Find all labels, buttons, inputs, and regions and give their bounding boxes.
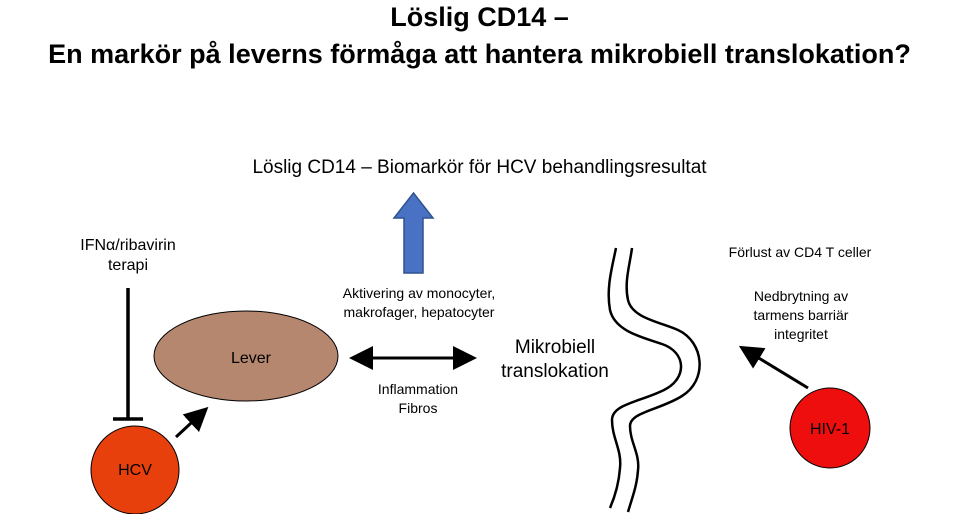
diagram-subtitle: Löslig CD14 – Biomarkör för HCV behandlingsresultat <box>252 157 707 178</box>
ifn-therapy-label: IFNα/ribavirin terapi <box>80 237 176 274</box>
hcv-to-lever-arrow <box>176 411 204 437</box>
hiv-to-barrier-arrow <box>744 349 808 388</box>
hiv-label: HIV-1 <box>809 421 850 438</box>
barrier-label: Nedbrytning av tarmens barriär integritet <box>753 288 849 342</box>
translocation-label: Mikrobiell translokation <box>501 337 609 382</box>
activation-label: Aktivering av monocyter, makrofager, hepatocyter <box>342 285 496 320</box>
inflammation-label: Inflammation Fibros <box>377 381 459 416</box>
page-title-line1: Löslig CD14 – <box>390 2 569 32</box>
hcv-label: HCV <box>118 462 152 479</box>
lever-label: Lever <box>230 350 272 367</box>
cd4-loss-label: Förlust av CD4 T celler <box>728 244 872 260</box>
page-title-line2: En markör på leverns förmåga att hantera mikrobiell translokation? <box>48 39 911 69</box>
increase-up-arrow-icon <box>394 193 433 273</box>
